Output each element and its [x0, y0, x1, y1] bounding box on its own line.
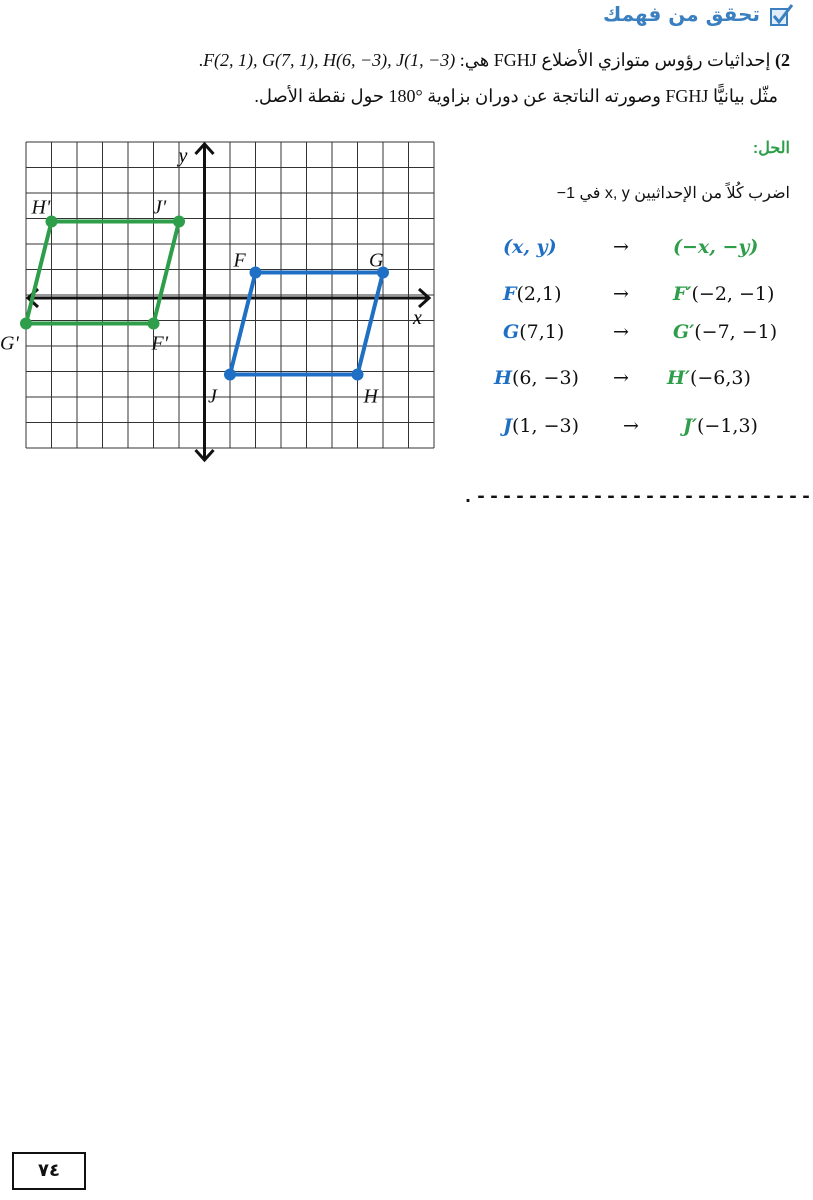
- image-point-name: F′: [673, 283, 692, 305]
- solution-label: الحل:: [752, 140, 790, 157]
- point-coords: (1, −3): [512, 415, 580, 437]
- mapping-row-f: [493, 283, 793, 313]
- image-vertex-gprime: [20, 318, 32, 330]
- y-axis-label: y: [178, 145, 188, 167]
- point-coords: (6, −3): [511, 367, 579, 389]
- image-point-coords: (−6,3): [689, 367, 751, 389]
- question-text: إحداثيات رؤوس متوازي الأضلاع FGHJ هي:: [459, 50, 771, 70]
- question-period: .: [198, 50, 204, 70]
- mapping-header-row: [493, 236, 793, 266]
- question-line-1: [199, 50, 790, 71]
- point-name: F: [503, 283, 517, 305]
- image-vertex-jprime: [173, 216, 185, 228]
- image-point-name: H′: [667, 367, 690, 389]
- point-name: H: [494, 367, 512, 389]
- question-coordinates: F(2, 1), G(7, 1), H(6, −3), J(1, −3): [203, 50, 456, 70]
- mapping-arrow: →: [613, 367, 629, 389]
- vertex-label-gprime: G': [0, 332, 19, 355]
- solution-instruction: اضرب كُلاً من الإحداثيين x, y في 1−: [556, 185, 790, 202]
- mapping-row-g: [493, 321, 793, 351]
- image-point-name: J′: [683, 415, 697, 437]
- mapping-from: (x, y): [503, 236, 557, 258]
- mapping-row-j: [493, 415, 793, 445]
- mapping-arrow: →: [613, 283, 629, 305]
- vertex-label-h: H: [363, 385, 378, 408]
- x-axis-label: x: [413, 307, 422, 329]
- vertex-label-hprime: H': [31, 196, 51, 219]
- section-title: تحقق من فهمك: [603, 2, 760, 26]
- page-number: ٧٤: [12, 1152, 86, 1190]
- graph-svg: [0, 140, 434, 465]
- mapping-to: (−x, −y): [673, 236, 759, 258]
- image-point-name-wrap: [667, 367, 751, 389]
- vertex-label-g: G: [369, 249, 384, 272]
- point-coords: (2,1): [516, 283, 562, 305]
- vertex-label-jprime: J': [153, 196, 167, 219]
- question-line-2: مثّل بيانيًّا FGHJ وصورته الناتجة عن دوران بزاوية °180 حول نقطة الأصل.: [254, 86, 778, 106]
- mapping-arrow: →: [613, 236, 629, 258]
- point-coords: (7,1): [519, 321, 565, 343]
- coordinate-graph: [0, 140, 434, 470]
- image-point-coords: (−7, −1): [694, 321, 778, 343]
- vertex-label-f: F: [233, 249, 246, 272]
- dashed-divider: .--------------------------: [462, 486, 813, 509]
- point-name: J: [503, 415, 512, 437]
- image-point-name: G′: [673, 321, 695, 343]
- question-number: 2): [775, 50, 790, 70]
- image-point-coords: (−1,3): [697, 415, 758, 437]
- mapping-arrow: →: [613, 321, 629, 343]
- original-vertex-j: [224, 369, 236, 381]
- point-name: G: [503, 321, 520, 343]
- mapping-row-h: [484, 367, 784, 397]
- mapping-arrow: →: [623, 415, 639, 437]
- checkbox-check-icon: [770, 4, 794, 26]
- image-vertex-fprime: [148, 318, 160, 330]
- vertex-label-j: J: [208, 385, 217, 408]
- original-vertex-f: [250, 267, 262, 279]
- vertex-label-fprime: F': [151, 332, 168, 355]
- image-point-coords: (−2, −1): [691, 283, 775, 305]
- original-vertex-h: [352, 369, 364, 381]
